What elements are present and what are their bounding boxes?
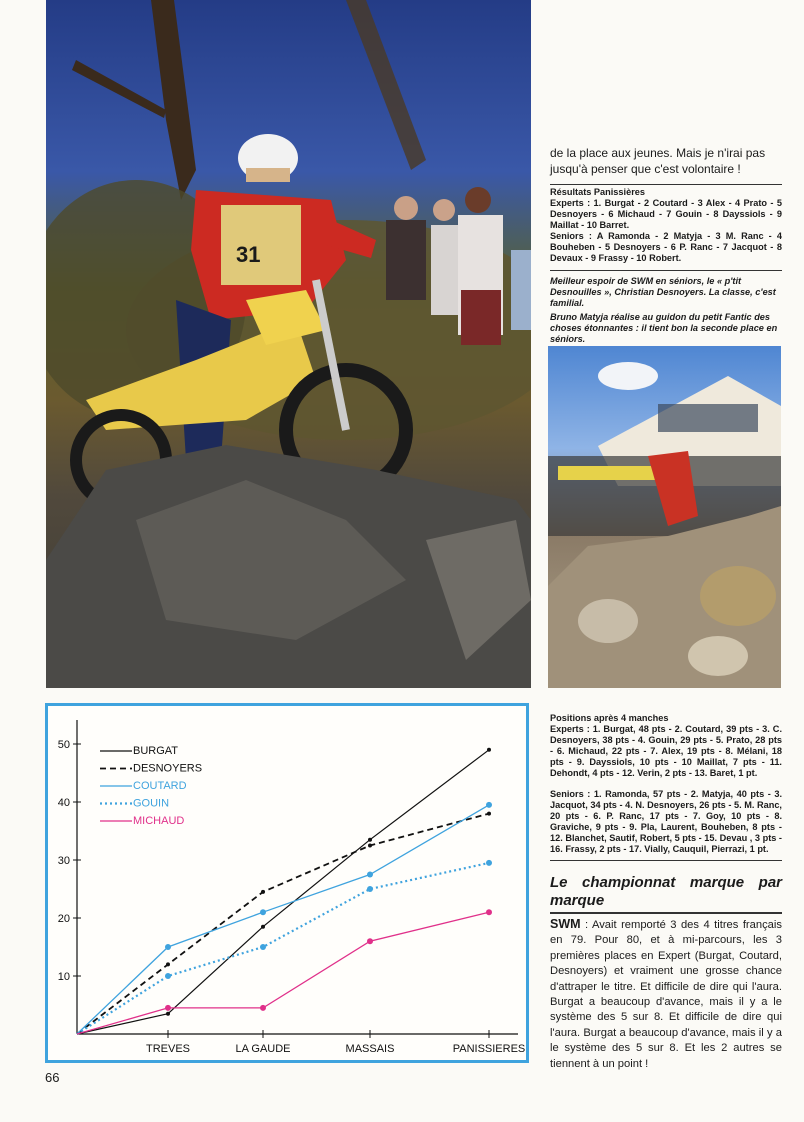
svg-text:31: 31 — [236, 242, 261, 267]
series-line-michaud — [77, 912, 489, 1034]
y-tick-label: 40 — [57, 797, 70, 809]
chart-svg — [48, 706, 526, 1060]
positions-experts: Experts : 1. Burgat, 48 pts - 2. Coutard, 39 pts - 3. C. Desnoyers, 38 pts - 4. Gouin, 29 pts - 5. Prato, 28 pts - 6. Michaud, 22 pts - 7. Alex, 19 pts - 8. Mélani, 18 pts - 9. Dayssiols, 10 pts - 10 Maillat, 7 pts - 11. Dehondt, 4 pts - 12. Verin, 2 pts - 13. Baret, 1 pt. — [550, 724, 782, 778]
x-tick-label: PANISSIERES — [452, 1043, 526, 1055]
series-line-desnoyers — [77, 814, 489, 1034]
data-point-desnoyers — [487, 812, 491, 816]
tree-branch — [72, 60, 166, 118]
data-point-michaud — [260, 1005, 266, 1011]
data-point-desnoyers — [261, 890, 265, 894]
standings-chart — [45, 703, 529, 1063]
y-tick-label: 10 — [57, 971, 70, 983]
section-heading: Le championnat marque par marque — [550, 874, 782, 909]
rock — [700, 566, 776, 626]
divider — [550, 860, 782, 861]
main-photo-trial-rider — [46, 0, 531, 688]
divider — [550, 184, 782, 185]
main-photo-illustration — [46, 0, 531, 688]
data-point-gouin — [165, 973, 171, 979]
positions-title: Positions après 4 manches — [550, 713, 669, 723]
results-experts: Experts : 1. Burgat - 2 Coutard - 3 Alex - 4 Prato - 5 Desnoyers - 6 Michaud - 7 Gouin - 8 Dayssiols - 9 Maillat - 10 Barret. — [550, 198, 782, 230]
side-photo-matyja — [548, 346, 781, 688]
y-tick-label: 30 — [57, 855, 70, 867]
rock — [578, 599, 638, 643]
series-line-gouin — [77, 863, 489, 1034]
chart-legend — [100, 745, 202, 827]
intro-paragraph: de la place aux jeunes. Mais je n'irai pas jusqu'à penser que c'est volontaire ! — [550, 146, 766, 176]
swm-text: : Avait remporté 3 des 4 titres français en 79. Pour 80, et à mi-parcours, les 3 premières places en Expert (Burgat, Coutard, Desnoyers) et vraiment une grosse chance d'attraper le titre. Et difficile de dire qui l'aura. Burgat a beaucoup d'avance, mais il y a le système des 5 sur 8. Et difficile de dire qui l'aura. Burgat a beaucoup d'avance, mais il y a le système des 5 sur 8. Et les 2 autres se tiennent à un point ! — [550, 919, 782, 1070]
data-point-coutard — [260, 909, 266, 915]
legend-label-gouin: GOUIN — [133, 797, 170, 810]
data-point-burgat — [166, 1012, 170, 1016]
data-point-desnoyers — [166, 962, 170, 966]
cloud — [598, 362, 658, 390]
data-point-gouin — [367, 886, 373, 892]
data-point-burgat — [487, 748, 491, 752]
legend-label-coutard: COUTARD — [133, 780, 187, 792]
heading-underline — [550, 912, 782, 914]
data-point-desnoyers — [368, 844, 372, 848]
y-tick-label: 20 — [57, 913, 70, 925]
swm-paragraph — [550, 917, 782, 1072]
x-tick-label: LA GAUDE — [235, 1043, 291, 1055]
building-window — [658, 404, 758, 432]
data-point-michaud — [367, 938, 373, 944]
series-line-coutard — [77, 805, 489, 1034]
rock — [688, 636, 748, 676]
data-point-michaud — [165, 1005, 171, 1011]
x-tick-label: MASSAIS — [345, 1043, 395, 1055]
data-point-coutard — [165, 944, 171, 950]
legend-label-michaud: MICHAUD — [133, 815, 185, 827]
divider — [550, 270, 782, 271]
side-photo-illustration — [548, 346, 781, 688]
y-tick-label: 50 — [57, 739, 70, 751]
x-tick-label: TREVES — [145, 1043, 191, 1055]
data-point-michaud — [486, 909, 492, 915]
photo-caption-matyja: Bruno Matyja réalise au guidon du petit Fantic des choses étonnantes : il tient bon la seconde place en séniors. — [550, 312, 778, 344]
tree-branch-right — [346, 0, 426, 170]
photo-caption-desnoyers: Meilleur espoir de SWM en séniors, le « p'tit Desnouilles », Christian Desnoyers. La classe, c'est familial. — [550, 276, 776, 308]
legend-label-burgat: BURGAT — [133, 745, 179, 757]
results-title: Résultats Panissières — [550, 187, 645, 197]
data-point-gouin — [260, 944, 266, 950]
data-point-coutard — [486, 802, 492, 808]
data-point-burgat — [261, 925, 265, 929]
legend-label-desnoyers: DESNOYERS — [133, 762, 203, 775]
tree-trunk — [151, 0, 196, 200]
results-seniors: Seniors : A Ramonda - 2 Matyja - 3 M. Ranc - 4 Bouheben - 5 Desnoyers - 6 P. Ranc - 7 Jacquot - 8 Devaux - 9 Frassy - 10 Robert. — [550, 231, 782, 263]
page-number: 66 — [45, 1070, 60, 1085]
series-line-burgat — [77, 750, 489, 1034]
data-point-gouin — [486, 860, 492, 866]
positions-seniors: Seniors : 1. Ramonda, 57 pts - 2. Matyja, 40 pts - 3. Jacquot, 34 pts - 4. N. Desnoyers, 26 pts - 5. M. Ranc, 20 pts - 6. P. Ranc, 17 pts - 7. Goy, 10 pts - 8. Graviche, 9 pts - 9. Pla, Laurent, Bouheben, 8 pts - 12. Blanchet, Sautif, Robert, 5 pts - 15. Devau , 3 pts - 16. Frassy, 2 pts - 17. Vially, Cauquil, Pierrazi, 1 pt. — [550, 789, 782, 854]
data-point-burgat — [368, 838, 372, 842]
swm-label: SWM — [550, 917, 581, 931]
data-point-coutard — [367, 872, 373, 878]
